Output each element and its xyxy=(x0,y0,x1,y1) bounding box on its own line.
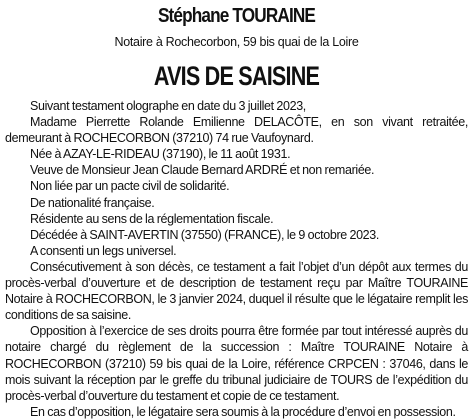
paragraph-marital-status: Veuve de Monsieur Jean Claude Bernard ARDRÉ et non remariée. xyxy=(30,163,375,178)
notice-body xyxy=(5,98,468,420)
paragraph-testament-date: Suivant testament olographe en date du 3 juillet 2023, xyxy=(30,99,306,113)
paragraph-deceased-identity: Madame Pierrette Rolande Emilienne DELACÔTE, en son vivant retraitée, demeurant à ROCHECORBON (37210) 74 rue Vaufoynard. xyxy=(5,115,468,146)
paragraph-residence: Résidente au sens de la réglementation fiscale. xyxy=(30,211,274,226)
legal-notice xyxy=(5,0,468,420)
notice-title: AVIS DE SAISINE xyxy=(153,61,320,91)
paragraph-legacy: A consenti un legs universel. xyxy=(30,243,177,258)
paragraph-opposition: Opposition à l’exercice de ses droits pourra être formée par tout intéressé auprès du notaire chargé du règlement de la succession : Maître TOURAINE Notaire à ROCHECORBON (37210) 59 bis quai de la Loire, référence CRPCEN : 37046, dans le mois suivant la réception par le greffe du tribunal judiciaire de TOURS de l’expédition du procès-verbal d’ouverture du testament et copie de ce testament. xyxy=(5,324,468,403)
paragraph-pacs: Non liée par un pacte civil de solidarité. xyxy=(30,179,230,194)
paragraph-deposit: Consécutivement à son décès, ce testament a fait l’objet d’un dépôt aux termes du procès-verbal d’ouverture et de description de testament reçu par Maître TOURAINE Notaire à ROCHECORBON, le 3 janvier 2024, duquel il résulte que le légataire remplit les conditions de sa saisine. xyxy=(5,259,468,323)
notary-office: Notaire à Rochecorbon, 59 bis quai de la Loire xyxy=(114,35,359,49)
paragraph-death: Décédée à SAINT-AVERTIN (37550) (FRANCE), le 9 octobre 2023. xyxy=(30,227,380,242)
paragraph-nationality: De nationalité française. xyxy=(30,195,155,210)
paragraph-birth: Née à AZAY-LE-RIDEAU (37190), le 11 août 1931. xyxy=(30,147,291,162)
notary-name: Stéphane TOURAINE xyxy=(157,5,316,27)
paragraph-possession: En cas d’opposition, le légataire sera soumis à la procédure d’envoi en possession. xyxy=(30,404,456,419)
